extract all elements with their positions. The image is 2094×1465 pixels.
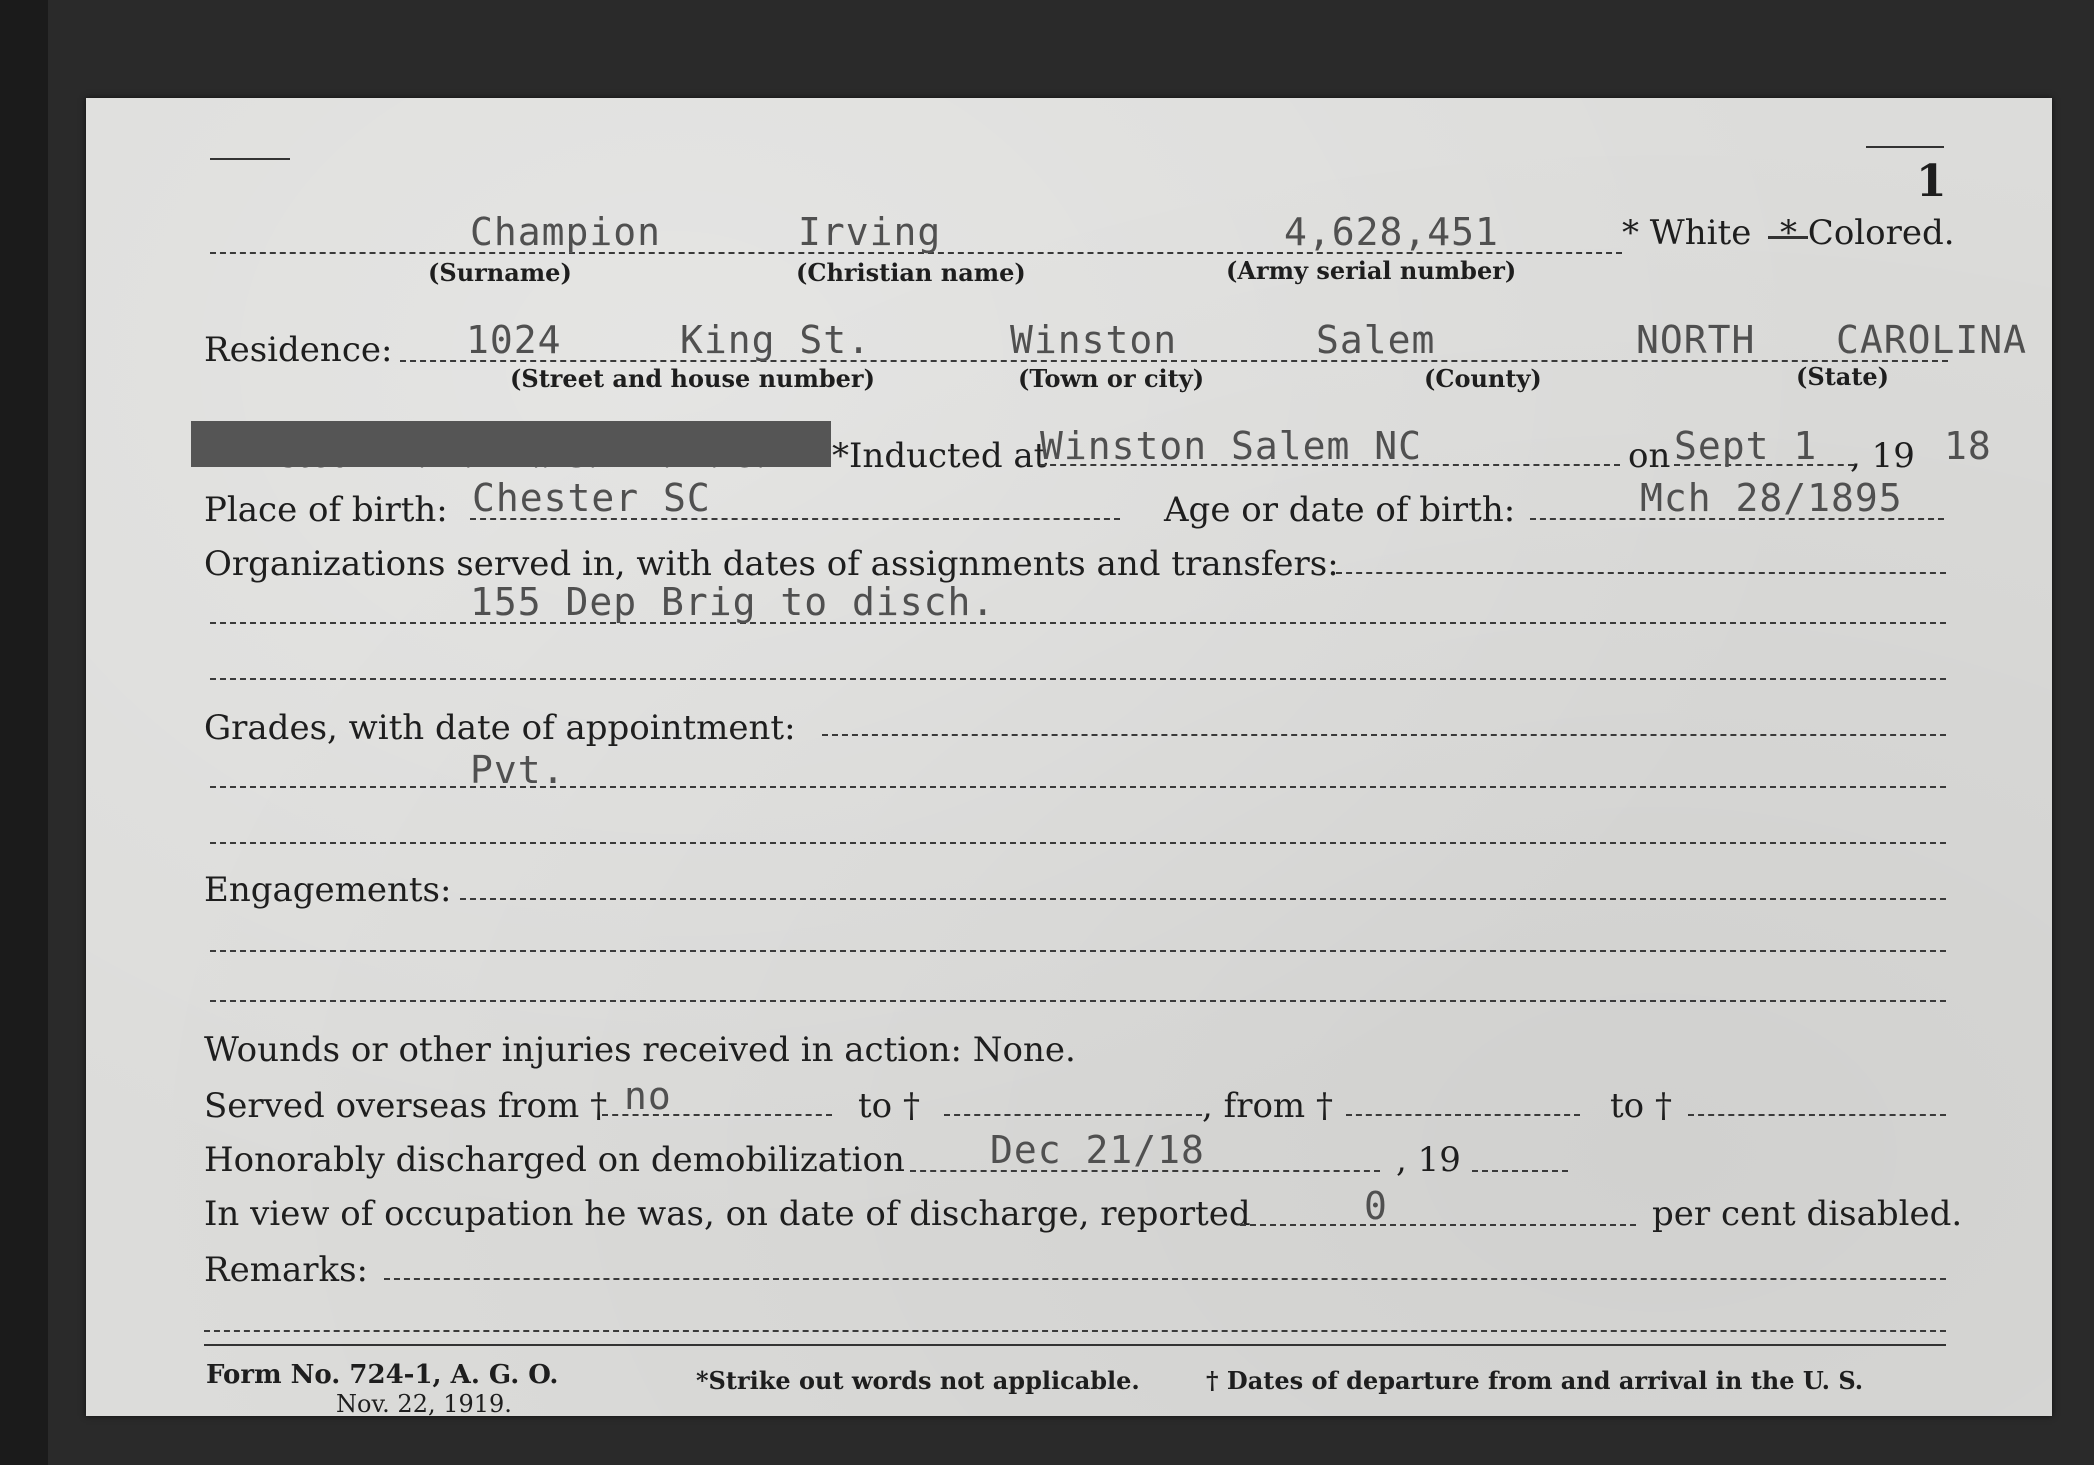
state-value-2: CAROLINA [1836,318,2028,362]
organizations-line-3 [210,678,1946,680]
induction-year-value: 18 [1944,424,1992,468]
state-caption: (State) [1796,362,1890,391]
engagements-line-2 [210,950,1946,952]
date-of-birth-value: Mch 28/1895 [1640,476,1903,520]
town-value-1: Winston [1010,318,1178,362]
state-value-1: NORTH [1636,318,1756,362]
induction-year-prefix: , 19 [1850,436,1915,476]
engagements-line-1 [460,898,1946,900]
christian-name-caption: (Christian name) [796,258,1026,287]
overseas-from-value: no [624,1074,672,1118]
age-label: Age or date of birth: [1164,490,1516,530]
place-of-birth-label: Place of birth: [204,490,448,530]
grades-line-2 [210,786,1946,788]
place-of-birth-value: Chester SC [472,476,711,520]
organizations-value: 155 Dep Brig to disch. [470,580,996,624]
grades-value: Pvt. [470,748,566,792]
serial-number-value: 4,628,451 [1284,210,1499,254]
street-number-value: 1024 [466,318,562,362]
wounds-label: Wounds or other injuries received in action: None. [204,1030,1076,1070]
form-number: Form No. 724-1, A. G. O. [206,1360,559,1390]
from-label: , from † [1202,1086,1333,1126]
disability-value: 0 [1364,1184,1388,1228]
organizations-label: Organizations served in, with dates of assignments and transfers: [204,544,1339,584]
engagements-line-3 [210,1000,1946,1002]
status-colored: * Colored. [1780,213,1955,253]
organizations-line-1 [1336,572,1946,574]
grades-line-1 [822,734,1946,736]
remarks-label: Remarks: [204,1250,368,1290]
grades-line-3 [210,842,1946,844]
street-name-value: King St. [680,318,872,362]
return-from-line [1346,1114,1580,1116]
footer-rule [204,1344,1946,1346]
on-label: on [1628,436,1671,476]
page-number: 1 [1916,156,1947,207]
county-caption: (County) [1424,364,1542,393]
strike-out-note: *Strike out words not applicable. [696,1366,1140,1395]
remarks-line-2 [204,1330,1946,1332]
honorably-discharged-label: Honorably discharged on demobilization [204,1140,905,1180]
top-left-rule [210,158,290,160]
per-cent-disabled-label: per cent disabled. [1652,1194,1963,1234]
discharge-year-line [1472,1170,1568,1172]
overseas-to-line [944,1114,1202,1116]
status-white: * White [1622,213,1752,253]
grades-label: Grades, with date of appointment: [204,708,796,748]
town-value-2: Salem [1316,318,1436,362]
residence-label: Residence: [204,330,393,370]
inducted-label: *Inducted at [832,436,1048,476]
scanner-frame-edge [0,0,48,1465]
street-caption: (Street and house number) [510,364,875,393]
surname-value: Champion [470,210,662,254]
to-label-2: to † [1610,1086,1672,1126]
induction-date-value: Sept 1 [1674,424,1818,468]
occupation-view-label: In view of occupation he was, on date of discharge, reported [204,1194,1251,1234]
town-caption: (Town or city) [1018,364,1205,393]
return-to-line [1688,1114,1946,1116]
serial-caption: (Army serial number) [1226,256,1517,285]
engagements-label: Engagements: [204,870,452,910]
christian-name-value: Irving [798,210,942,254]
inducted-at-value: Winston Salem NC [1040,424,1423,468]
disability-line [1240,1224,1636,1226]
top-right-rule [1866,146,1944,148]
surname-caption: (Surname) [428,258,572,287]
served-overseas-label: Served overseas from † [204,1086,608,1126]
discharge-year-label: , 19 [1396,1140,1461,1180]
enlisted-strikeout [191,421,831,467]
remarks-line-1 [384,1278,1946,1280]
dates-note: † Dates of departure from and arrival in the U. S. [1206,1366,1864,1395]
discharge-date-value: Dec 21/18 [990,1128,1205,1172]
to-label-1: to † [858,1086,920,1126]
form-date: Nov. 22, 1919. [336,1390,512,1418]
